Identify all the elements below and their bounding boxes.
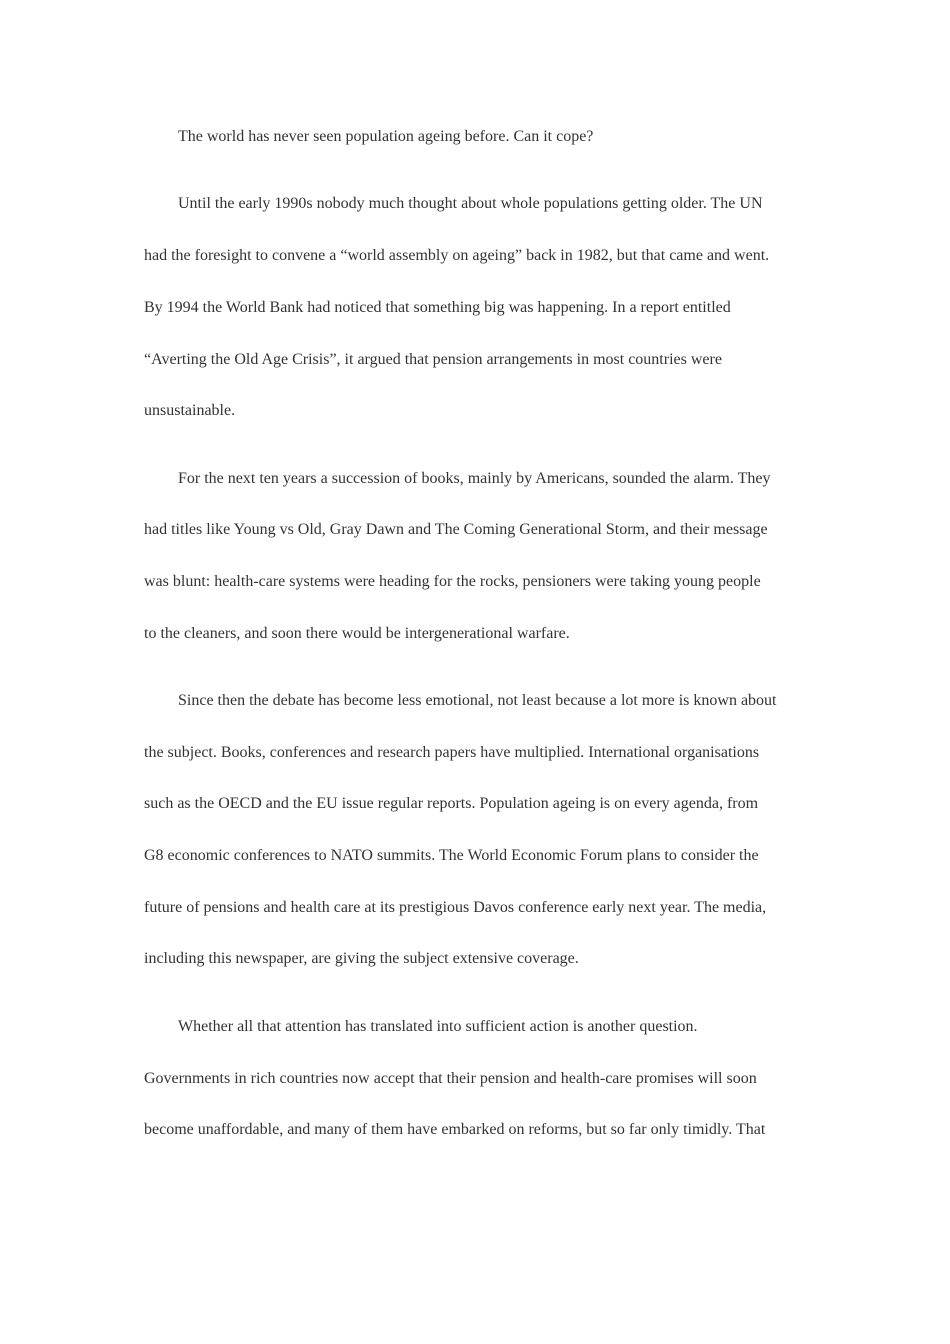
paragraph-3-line-2: had titles like Young vs Old, Gray Dawn and The Coming Generational Storm, and their message xyxy=(144,521,768,538)
paragraph-5-line-1: Whether all that attention has translated into sufficient action is another question. xyxy=(178,1018,698,1035)
paragraph-3-line-3: was blunt: health-care systems were heading for the rocks, pensioners were taking young people xyxy=(144,573,761,590)
paragraph-2-line-3: By 1994 the World Bank had noticed that something big was happening. In a report entitled xyxy=(144,299,731,316)
paragraph-4-line-6: including this newspaper, are giving the subject extensive coverage. xyxy=(144,950,579,967)
paragraph-4-line-5: future of pensions and health care at its prestigious Davos conference early next year. The media, xyxy=(144,899,767,916)
paragraph-5-line-2: Governments in rich countries now accept that their pension and health-care promises will soon xyxy=(144,1070,757,1087)
paragraph-1-line-1: The world has never seen population ageing before. Can it cope? xyxy=(178,128,594,145)
paragraph-5-line-3: become unaffordable, and many of them have embarked on reforms, but so far only timidly. That xyxy=(144,1121,766,1138)
paragraph-2-line-5: unsustainable. xyxy=(144,402,236,419)
paragraph-4-line-2: the subject. Books, conferences and research papers have multiplied. International organisations xyxy=(144,744,760,761)
paragraph-2-line-4: “Averting the Old Age Crisis”, it argued that pension arrangements in most countries were xyxy=(144,351,722,368)
paragraph-4-line-3: such as the OECD and the EU issue regular reports. Population ageing is on every agenda, from xyxy=(144,795,759,812)
paragraph-3-line-1: For the next ten years a succession of books, mainly by Americans, sounded the alarm. They xyxy=(178,470,771,487)
paragraph-2-line-2: had the foresight to convene a “world assembly on ageing” back in 1982, but that came and went. xyxy=(144,247,770,264)
paragraph-2-line-1: Until the early 1990s nobody much thought about whole populations getting older. The UN xyxy=(178,195,763,212)
paragraph-4-line-1: Since then the debate has become less emotional, not least because a lot more is known about xyxy=(178,692,777,709)
paragraph-4-line-4: G8 economic conferences to NATO summits. The World Economic Forum plans to consider the xyxy=(144,847,759,864)
paragraph-3-line-4: to the cleaners, and soon there would be intergenerational warfare. xyxy=(144,625,570,642)
